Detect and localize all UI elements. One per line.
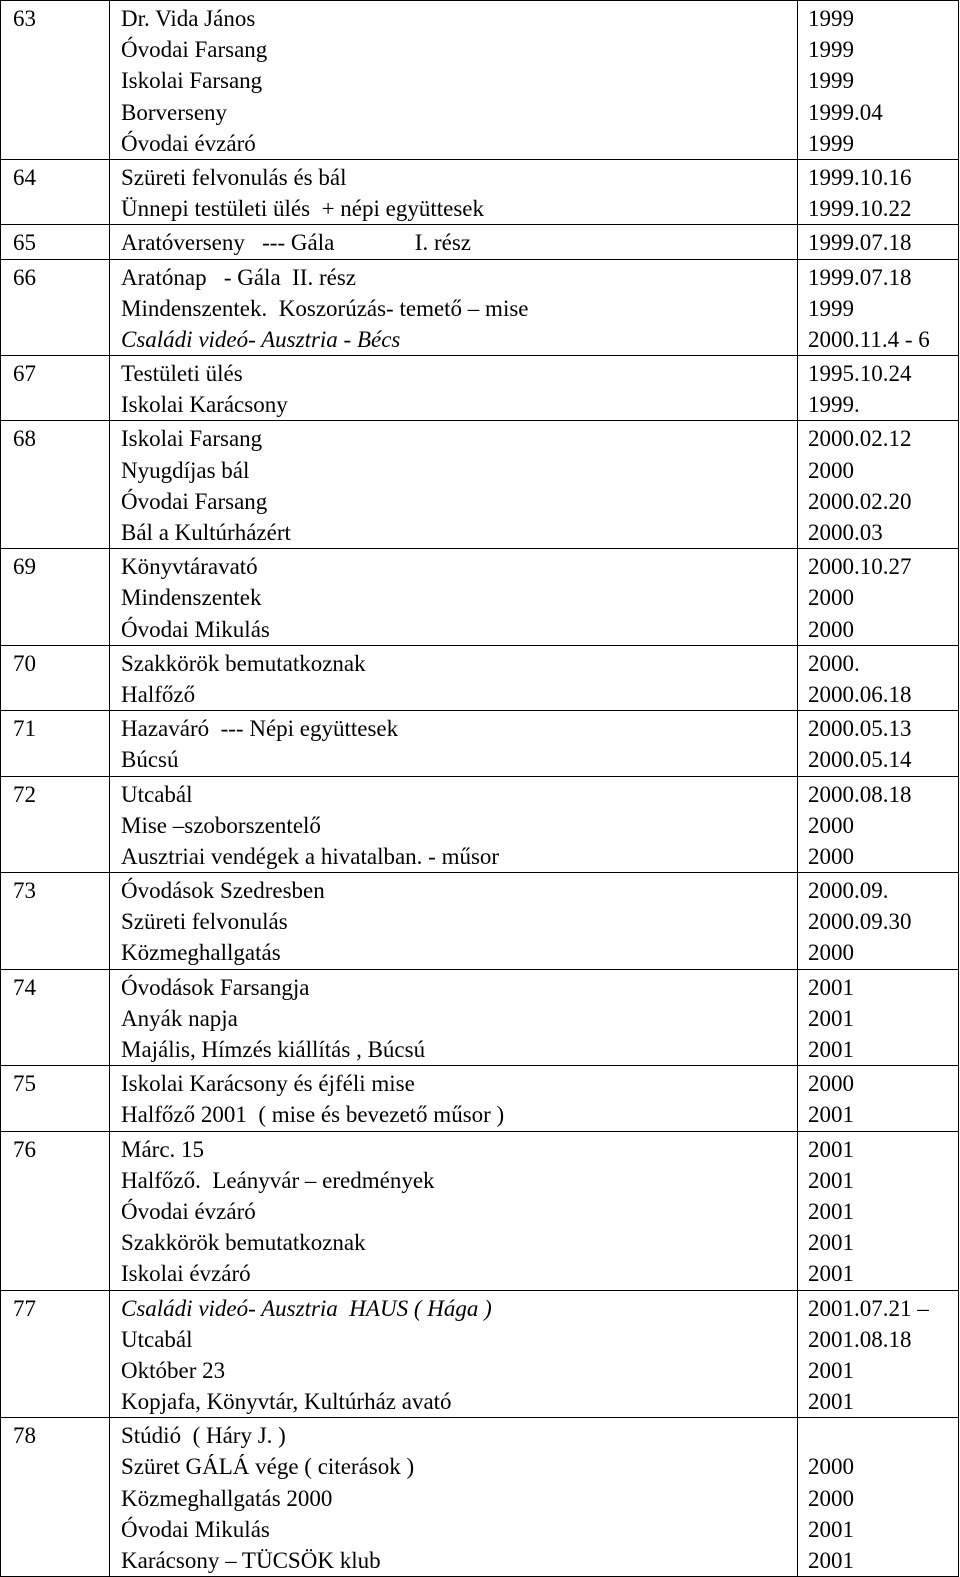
event-line: Aratónap - Gála II. rész	[121, 264, 356, 290]
table-row	[1, 549, 959, 646]
event-line: Családi videó- Ausztria - Bécs	[121, 326, 401, 352]
row-number	[1, 969, 110, 1066]
row-number	[1, 549, 110, 646]
row-number-text: 67	[13, 361, 36, 387]
row-number	[1, 159, 110, 224]
date-line: 2001	[808, 1261, 854, 1287]
row-number-text: 69	[13, 554, 36, 580]
dates-cell	[798, 1066, 959, 1131]
date-line: 2001	[808, 1102, 854, 1128]
date-line: 1999	[808, 37, 854, 63]
event-line: Óvodai Farsang	[121, 37, 268, 63]
date-line: 2001	[808, 1198, 854, 1224]
events-cell	[110, 421, 798, 549]
event-line: Iskolai Karácsony és éjféli mise	[121, 1071, 415, 1097]
event-line: Közmeghallgatás 2000	[121, 1485, 333, 1511]
date-line: 2001	[808, 1516, 854, 1542]
row-number	[1, 1, 110, 160]
date-line: 2001	[808, 1357, 854, 1383]
date-line: 2001	[808, 1230, 854, 1256]
table-row	[1, 1290, 959, 1418]
date-line: 2001	[808, 1136, 854, 1162]
table-row	[1, 969, 959, 1066]
row-number	[1, 776, 110, 873]
dates-cell	[798, 645, 959, 710]
row-number-text: 72	[13, 781, 36, 807]
event-line: Borverseny	[121, 99, 228, 125]
date-line: 2000	[808, 1071, 854, 1097]
date-line: 2001.07.21 –	[808, 1295, 929, 1321]
events-cell	[110, 969, 798, 1066]
table-row	[1, 259, 959, 356]
row-number-text: 77	[13, 1295, 36, 1321]
events-cell	[110, 1418, 798, 1577]
dates-cell	[798, 1131, 959, 1290]
date-line: 1999	[808, 295, 854, 321]
event-line: Majális, Hímzés kiállítás , Búcsú	[121, 1037, 426, 1062]
event-line: Szakkörök bemutatkoznak	[121, 1230, 366, 1256]
table-row	[1, 356, 959, 421]
date-line: 2001.08.18	[808, 1326, 912, 1352]
row-number	[1, 645, 110, 710]
date-line: 2000.05.13	[808, 716, 912, 742]
row-number	[1, 711, 110, 776]
date-line: 2000.10.27	[808, 554, 912, 580]
dates-cell	[798, 549, 959, 646]
dates-cell	[798, 1290, 959, 1418]
date-line: 2000.	[808, 650, 860, 676]
event-line: Bál a Kultúrházért	[121, 520, 291, 545]
row-number	[1, 1418, 110, 1577]
date-line	[808, 1420, 958, 1451]
date-line: 2000.06.18	[808, 681, 912, 707]
row-number-text: 73	[13, 878, 36, 904]
event-line: Óvodások Szedresben	[121, 878, 325, 904]
table-row	[1, 873, 959, 970]
event-line: Iskolai Farsang	[121, 68, 263, 94]
event-line: Nyugdíjas bál	[121, 457, 250, 483]
date-line: 2000	[808, 843, 854, 869]
date-line: 1999.10.22	[808, 196, 912, 222]
dates-cell	[798, 711, 959, 776]
events-cell	[110, 776, 798, 873]
date-line: 2000.11.4 - 6	[808, 326, 930, 352]
table-row	[1, 1066, 959, 1131]
row-number-text: 68	[13, 426, 36, 452]
event-line: Ünnepi testületi ülés + népi együttesek	[121, 196, 485, 222]
table-row	[1, 1131, 959, 1290]
event-line: Szüreti felvonulás	[121, 909, 288, 935]
date-line: 1999.	[808, 392, 860, 418]
row-number-text: 78	[13, 1423, 36, 1449]
row-number-text: 71	[13, 716, 36, 742]
row-number-text: 63	[13, 6, 36, 31]
row-number	[1, 1290, 110, 1418]
table-row	[1, 776, 959, 873]
event-line: Halfőző	[121, 681, 196, 707]
event-line: Aratóverseny --- Gála I. rész	[121, 230, 471, 256]
event-line: Utcabál	[121, 781, 193, 807]
dates-cell	[798, 1418, 959, 1577]
event-line: Óvodások Farsangja	[121, 974, 310, 1000]
event-log-body	[1, 1, 959, 1577]
date-line: 1999	[808, 130, 854, 156]
date-line: 1995.10.24	[808, 361, 912, 387]
event-line: Utcabál	[121, 1326, 193, 1352]
events-cell	[110, 1290, 798, 1418]
date-line: 1999.07.18	[808, 264, 912, 290]
event-line: Mise –szoborszentelő	[121, 812, 321, 838]
date-line: 2000.09.	[808, 878, 889, 904]
row-number-text: 75	[13, 1071, 36, 1097]
events-cell	[110, 873, 798, 970]
row-number-text: 66	[13, 264, 36, 290]
date-line: 1999	[808, 6, 854, 31]
dates-cell	[798, 1, 959, 160]
table-row	[1, 711, 959, 776]
events-cell	[110, 1, 798, 160]
dates-cell	[798, 776, 959, 873]
table-row	[1, 421, 959, 549]
event-line: Dr. Vida János	[121, 6, 256, 31]
date-line: 2000.03	[808, 520, 883, 545]
row-number	[1, 1131, 110, 1290]
event-line: Iskolai Karácsony	[121, 392, 288, 418]
events-cell	[110, 356, 798, 421]
dates-cell	[798, 421, 959, 549]
row-number	[1, 356, 110, 421]
dates-cell	[798, 873, 959, 970]
table-row	[1, 159, 959, 224]
events-cell	[110, 645, 798, 710]
date-line: 1999.07.18	[808, 230, 912, 256]
date-line: 2001	[808, 1005, 854, 1031]
event-line: Karácsony – TÜCSÖK klub	[121, 1548, 381, 1573]
event-line: Családi videó- Ausztria HAUS ( Hága )	[121, 1295, 492, 1321]
date-line: 1999.10.16	[808, 164, 912, 190]
event-line: Óvodai Mikulás	[121, 616, 270, 642]
table-row	[1, 1418, 959, 1577]
event-line: Október 23	[121, 1357, 226, 1383]
date-line: 2000.05.14	[808, 747, 912, 773]
row-number-text: 70	[13, 650, 36, 676]
event-line: Könyvtáravató	[121, 554, 258, 580]
event-line: Hazaváró --- Népi együttesek	[121, 716, 399, 742]
date-line: 2001	[808, 1037, 854, 1062]
date-line: 2000	[808, 585, 854, 611]
dates-cell	[798, 159, 959, 224]
event-line: Iskolai Farsang	[121, 426, 263, 452]
date-line: 2000	[808, 1454, 854, 1480]
date-line: 2000.09.30	[808, 909, 912, 935]
date-line: 2001	[808, 1548, 854, 1573]
event-line: Szüreti felvonulás és bál	[121, 164, 347, 190]
events-cell	[110, 159, 798, 224]
row-number-text: 64	[13, 164, 36, 190]
events-cell	[110, 1131, 798, 1290]
event-line: Kopjafa, Könyvtár, Kultúrház avató	[121, 1389, 452, 1415]
events-cell	[110, 1066, 798, 1131]
date-line: 2000	[808, 616, 854, 642]
event-line: Mindenszentek	[121, 585, 262, 611]
row-number	[1, 259, 110, 356]
dates-cell	[798, 356, 959, 421]
row-number-text: 74	[13, 974, 36, 1000]
row-number	[1, 225, 110, 259]
date-line: 1999	[808, 68, 854, 94]
date-line: 2000	[808, 457, 854, 483]
date-line: 2000	[808, 940, 854, 966]
row-number-text: 76	[13, 1136, 36, 1162]
event-line: Mindenszentek. Koszorúzás- temető – mise	[121, 295, 529, 321]
event-line: Szakkörök bemutatkoznak	[121, 650, 366, 676]
event-line: Óvodai Farsang	[121, 488, 268, 514]
event-line: Márc. 15	[121, 1136, 205, 1162]
row-number	[1, 1066, 110, 1131]
event-line: Testületi ülés	[121, 361, 243, 387]
event-line: Szüret GÁLÁ vége ( citerások )	[121, 1454, 415, 1480]
table-row	[1, 225, 959, 259]
event-line: Halfőző 2001 ( mise és bevezető műsor )	[121, 1102, 505, 1128]
event-line: Halfőző. Leányvár – eredmények	[121, 1167, 435, 1193]
events-cell	[110, 549, 798, 646]
events-cell	[110, 711, 798, 776]
date-line: 1999.04	[808, 99, 883, 125]
date-line: 2001	[808, 1389, 854, 1415]
event-line: Ausztriai vendégek a hivatalban. - műsor	[121, 843, 500, 869]
row-number-text: 65	[13, 230, 36, 256]
date-line: 2000	[808, 1485, 854, 1511]
events-cell	[110, 225, 798, 259]
table-row	[1, 1, 959, 160]
event-line: Iskolai évzáró	[121, 1261, 251, 1287]
dates-cell	[798, 969, 959, 1066]
row-number	[1, 873, 110, 970]
events-cell	[110, 259, 798, 356]
dates-cell	[798, 225, 959, 259]
event-line: Anyák napja	[121, 1005, 238, 1031]
date-line: 2000.02.20	[808, 488, 912, 514]
event-line: Óvodai évzáró	[121, 130, 256, 156]
row-number	[1, 421, 110, 549]
date-line: 2001	[808, 1167, 854, 1193]
date-line: 2001	[808, 974, 854, 1000]
event-line: Óvodai Mikulás	[121, 1516, 270, 1542]
date-line: 2000	[808, 812, 854, 838]
dates-cell	[798, 259, 959, 356]
table-row	[1, 645, 959, 710]
event-line: Közmeghallgatás	[121, 940, 281, 966]
date-line: 2000.08.18	[808, 781, 912, 807]
event-line: Óvodai évzáró	[121, 1198, 256, 1224]
event-line: Búcsú	[121, 747, 179, 773]
date-line: 2000.02.12	[808, 426, 912, 452]
event-line: Stúdió ( Háry J. )	[121, 1423, 286, 1449]
